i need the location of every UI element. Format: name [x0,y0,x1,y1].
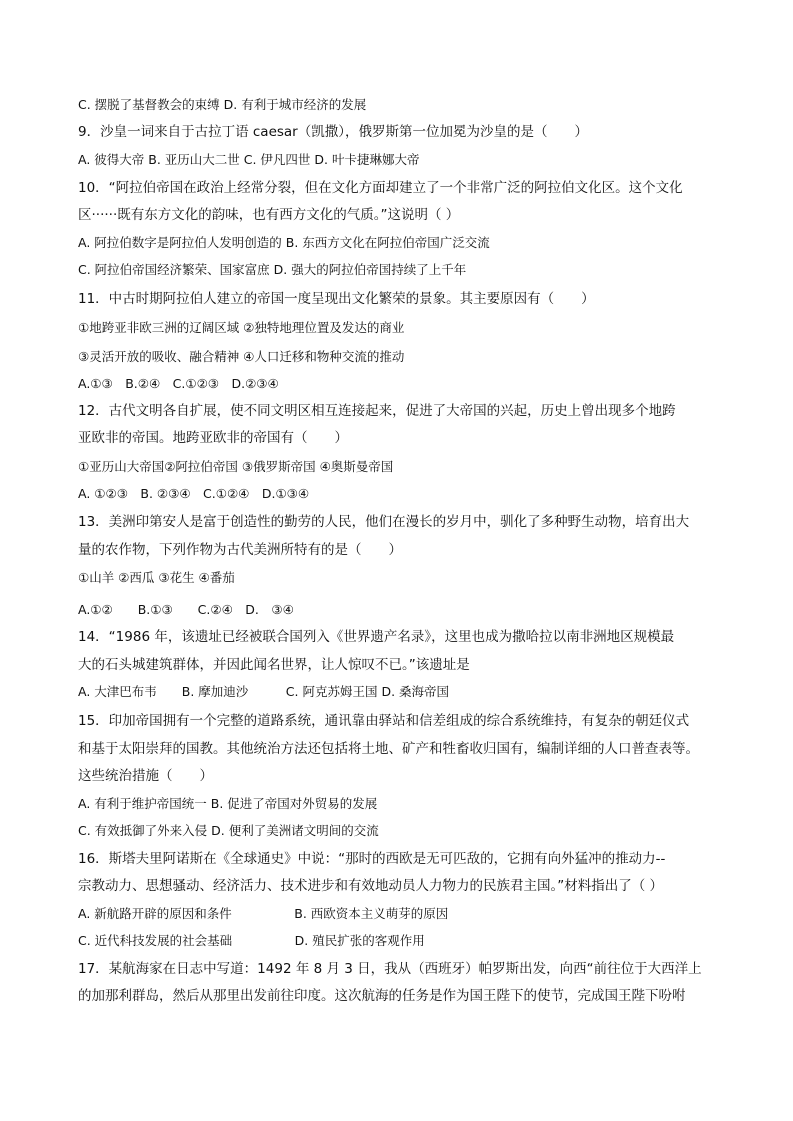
q15-stem-line3: 这些统治措施（ ） [78,768,213,784]
q17-stem-line1: 17．某航海家在日志中写道：1492 年 8 月 3 日，我从（西班牙）帕罗斯出发，向西“前往位于大西洋上 [78,961,702,977]
q11-items-1: ①地跨亚非欧三洲的辽阔区域 ②独特地理位置及发达的商业 [78,320,405,335]
q14-stem-line1: 14．“1986 年，该遗址已经被联合国列入《世界遗产名录》，这里也成为撒哈拉以南非洲地区规模最 [78,629,675,645]
q16-options-ab: A. 新航路开辟的原因和条件 B. 西欧资本主义萌芽的原因 [78,906,449,921]
q9-stem: 9．沙皇一词来自于古拉丁语 caesar（凯撒），俄罗斯第一位加冕为沙皇的是（ ） [78,124,588,140]
q12-stem-line2: 亚欧非的帝国。地跨亚欧非的帝国有（ ） [78,430,348,446]
q15-stem-line1: 15．印加帝国拥有一个完整的道路系统，通讯靠由驿站和信差组成的综合系统维持，有复杂的朝廷仪式 [78,713,690,729]
q10-options-cd: C. 阿拉伯帝国经济繁荣、国家富庶 D. 强大的阿拉伯帝国持续了上千年 [78,262,467,277]
q15-options-cd: C. 有效抵御了外来入侵 D. 便利了美洲诸文明间的交流 [78,823,379,838]
q10-stem-line1: 10．“阿拉伯帝国在政治上经常分裂，但在文化方面却建立了一个非常广泛的阿拉伯文化区。这个文化 [78,180,683,196]
q15-options-ab: A. 有利于维护帝国统一 B. 促进了帝国对外贸易的发展 [78,796,378,811]
q16-options-cd: C. 近代科技发展的社会基础 D. 殖民扩张的客观作用 [78,933,425,948]
q14-options: A. 大津巴布韦 B. 摩加迪沙 C. 阿克苏姆王国 D. 桑海帝国 [78,684,450,699]
q16-stem-line2: 宗教动力、思想骚动、经济活力、技术进步和有效地动员人力物力的民族君主国。”材料指出了（ ） [78,878,664,894]
q13-stem-line1: 13．美洲印第安人是富于创造性的勤劳的人民，他们在漫长的岁月中，驯化了多种野生动物，培育出大 [78,514,690,530]
q9-options: A. 彼得大帝 B. 亚历山大二世 C. 伊凡四世 D. 叶卡捷琳娜大帝 [78,152,420,167]
q12-stem-line1: 12．古代文明各自扩展，使不同文明区相互连接起来，促进了大帝国的兴起，历史上曾出现多个地跨 [78,403,676,419]
q17-stem-line2: 的加那利群岛，然后从那里出发前往印度。这次航海的任务是作为国王陛下的使节，完成国王陛下吩咐 [78,988,686,1004]
q13-options: A.①② B.①③ C.②④ D. ③④ [78,602,294,617]
q16-stem-line1: 16．斯塔夫里阿诺斯在《全球通史》中说：“那时的西欧是无可匹敌的，它拥有向外猛冲的推动力-- [78,851,666,867]
q8-options-cd: C. 摆脱了基督教会的束缚 D. 有利于城市经济的发展 [78,97,367,112]
q11-stem: 11．中古时期阿拉伯人建立的帝国一度呈现出文化繁荣的景象。其主要原因有（ ） [78,291,595,307]
q14-stem-line2: 大的石头城建筑群体，并因此闻名世界，让人惊叹不已。”该遗址是 [78,657,470,673]
q11-items-2: ③灵活开放的吸收、融合精神 ④人口迁移和物种交流的推动 [78,349,405,364]
q11-options: A.①③ B.②④ C.①②③ D.②③④ [78,376,279,391]
q13-stem-line2: 量的农作物，下列作物为古代美洲所特有的是（ ） [78,542,402,558]
q10-stem-line2: 区······既有东方文化的韵味，也有西方文化的气质。”这说明（ ） [78,207,460,223]
q12-options: A. ①②③ B. ②③④ C.①②④ D.①③④ [78,486,310,501]
q10-options-ab: A. 阿拉伯数字是阿拉伯人发明创造的 B. 东西方文化在阿拉伯帝国广泛交流 [78,235,490,250]
q12-items: ①亚历山大帝国②阿拉伯帝国 ③俄罗斯帝国 ④奥斯曼帝国 [78,459,394,474]
q15-stem-line2: 和基于太阳崇拜的国教。其他统治方法还包括将土地、矿产和牲畜收归国有，编制详细的人口普查表等。 [78,741,699,757]
q13-items: ①山羊 ②西瓜 ③花生 ④番茄 [78,570,235,585]
